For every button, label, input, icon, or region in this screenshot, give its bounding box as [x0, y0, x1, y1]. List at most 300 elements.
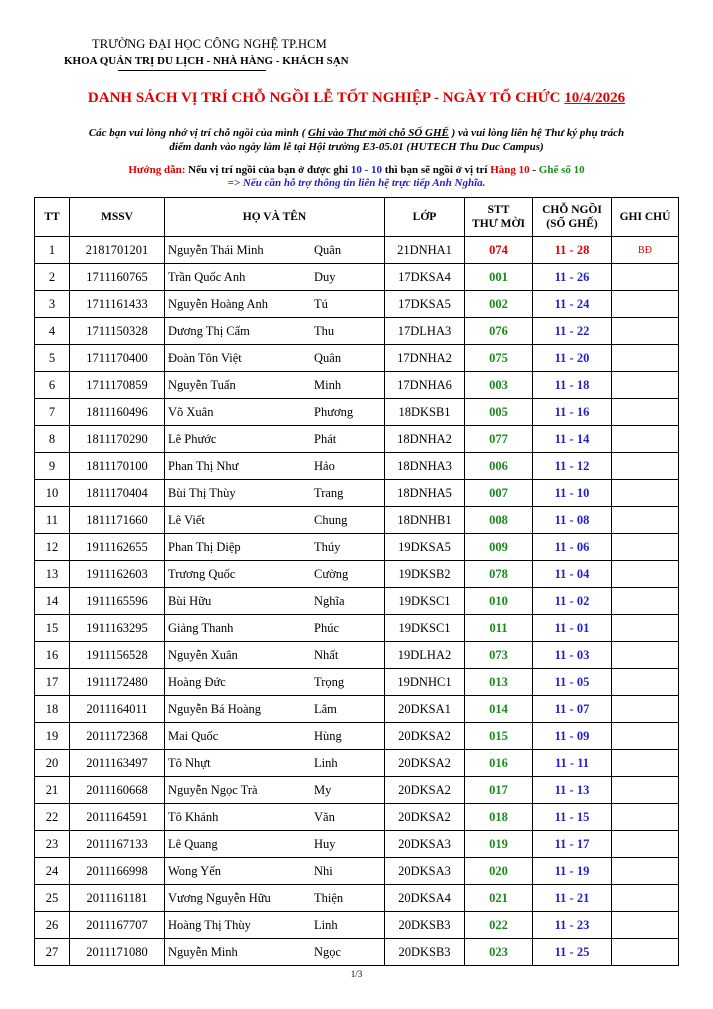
name-last: Thu — [314, 323, 335, 338]
cell-seat: 11 - 09 — [533, 723, 612, 750]
cell-name — [165, 372, 385, 399]
table-body — [35, 237, 679, 966]
table-row — [35, 237, 679, 264]
name-last: Huy — [314, 836, 336, 851]
table-row — [35, 372, 679, 399]
cell-seat: 11 - 08 — [533, 507, 612, 534]
cell-stt: 001 — [465, 264, 533, 291]
cell-stt: 015 — [465, 723, 533, 750]
cell-seat: 11 - 21 — [533, 885, 612, 912]
cell-tt: 7 — [35, 399, 70, 426]
name-last: Hùng — [314, 728, 342, 743]
name-last: Nghĩa — [314, 593, 345, 608]
cell-mssv: 1711170400 — [70, 345, 165, 372]
name-first: Hoàng Đức — [168, 674, 226, 689]
table-row — [35, 588, 679, 615]
cell-name — [165, 615, 385, 642]
name-last: Nhi — [314, 863, 333, 878]
name-first: Trần Quốc Anh — [168, 269, 246, 284]
table-row — [35, 561, 679, 588]
cell-seat: 11 - 13 — [533, 777, 612, 804]
cell-mssv: 1811170404 — [70, 480, 165, 507]
cell-class: 20DKSA2 — [385, 723, 465, 750]
cell-seat: 11 - 10 — [533, 480, 612, 507]
name-first: Lê Phước — [168, 431, 217, 446]
cell-mssv: 2011164591 — [70, 804, 165, 831]
cell-stt: 011 — [465, 615, 533, 642]
cell-tt: 22 — [35, 804, 70, 831]
cell-note — [612, 318, 679, 345]
name-first: Nguyễn Bá Hoàng — [168, 701, 262, 716]
cell-mssv: 2011172368 — [70, 723, 165, 750]
cell-seat: 11 - 19 — [533, 858, 612, 885]
name-first: Phan Thị Như — [168, 458, 239, 473]
table-header-row — [35, 198, 679, 237]
cell-mssv: 1911156528 — [70, 642, 165, 669]
cell-tt: 27 — [35, 939, 70, 966]
name-first: Võ Xuân — [168, 404, 214, 419]
guide-block — [0, 164, 713, 190]
cell-stt: 019 — [465, 831, 533, 858]
name-first: Nguyễn Hoàng Anh — [168, 296, 268, 311]
name-first: Hoàng Thị Thùy — [168, 917, 251, 932]
cell-stt: 005 — [465, 399, 533, 426]
note-part1: Các bạn vui lòng nhớ vị trí chỗ ngồi của mình ( — [88, 127, 309, 139]
cell-tt: 18 — [35, 696, 70, 723]
cell-mssv: 1811170100 — [70, 453, 165, 480]
cell-note: BĐ — [612, 237, 679, 264]
cell-seat: 11 - 05 — [533, 669, 612, 696]
cell-note — [612, 588, 679, 615]
name-first: Phan Thị Diệp — [168, 539, 241, 554]
cell-stt: 022 — [465, 912, 533, 939]
col-seat-line1: CHỖ NGỒI — [542, 204, 602, 216]
col-stt — [465, 198, 533, 237]
cell-stt: 007 — [465, 480, 533, 507]
cell-seat: 11 - 28 — [533, 237, 612, 264]
cell-class: 18DNHA2 — [385, 426, 465, 453]
cell-class: 18DNHA3 — [385, 453, 465, 480]
table-row — [35, 777, 679, 804]
cell-name — [165, 750, 385, 777]
header-divider — [118, 70, 266, 71]
cell-name — [165, 345, 385, 372]
name-last: Duy — [314, 269, 336, 284]
note-underlined: Ghi vào Thư mời chỗ SỐ GHẾ — [308, 127, 449, 139]
guide-value: 10 - 10 — [350, 164, 383, 176]
table-row — [35, 912, 679, 939]
name-last: Quân — [314, 242, 342, 257]
cell-note — [612, 480, 679, 507]
title-main: DANH SÁCH VỊ TRÍ CHỖ NGỒI LỄ TỐT NGHIỆP - NGÀY TỔ CHỨC — [87, 90, 565, 106]
cell-note — [612, 426, 679, 453]
cell-stt: 010 — [465, 588, 533, 615]
cell-note — [612, 399, 679, 426]
table-row — [35, 399, 679, 426]
cell-class: 17DNHA6 — [385, 372, 465, 399]
table-row — [35, 615, 679, 642]
name-last: Hảo — [314, 458, 335, 473]
cell-seat: 11 - 15 — [533, 804, 612, 831]
cell-class: 19DKSB2 — [385, 561, 465, 588]
cell-mssv: 1911165596 — [70, 588, 165, 615]
table-row — [35, 291, 679, 318]
university-name: TRƯỜNG ĐẠI HỌC CÔNG NGHỆ TP.HCM — [92, 37, 327, 51]
cell-name — [165, 777, 385, 804]
cell-stt: 006 — [465, 453, 533, 480]
name-last: Ngọc — [314, 944, 342, 959]
cell-class: 19DKSC1 — [385, 588, 465, 615]
name-last: Cường — [314, 566, 349, 581]
cell-stt: 018 — [465, 804, 533, 831]
cell-mssv: 2011167133 — [70, 831, 165, 858]
cell-mssv: 2011161181 — [70, 885, 165, 912]
cell-tt: 3 — [35, 291, 70, 318]
cell-tt: 26 — [35, 912, 70, 939]
cell-stt: 008 — [465, 507, 533, 534]
cell-mssv: 2011171080 — [70, 939, 165, 966]
cell-note — [612, 345, 679, 372]
cell-stt: 017 — [465, 777, 533, 804]
name-first: Nguyễn Minh — [168, 944, 238, 959]
cell-name — [165, 291, 385, 318]
cell-note — [612, 885, 679, 912]
guide-text2: thì bạn sẽ ngồi ở vị trí — [382, 164, 491, 176]
table-row — [35, 345, 679, 372]
cell-mssv: 1911162603 — [70, 561, 165, 588]
cell-mssv: 1811160496 — [70, 399, 165, 426]
name-first: Nguyễn Xuân — [168, 647, 238, 662]
note-part2: ) và vui lòng liên hệ Thư ký phụ trách — [448, 127, 625, 139]
col-seat-line2: (SỐ GHẾ) — [546, 218, 598, 230]
cell-seat: 11 - 25 — [533, 939, 612, 966]
cell-note — [612, 939, 679, 966]
cell-class: 20DKSA2 — [385, 804, 465, 831]
name-last: Trang — [314, 485, 344, 500]
table-row — [35, 723, 679, 750]
name-first: Dương Thị Cẩm — [168, 323, 250, 338]
cell-seat: 11 - 26 — [533, 264, 612, 291]
cell-name — [165, 507, 385, 534]
cell-note — [612, 642, 679, 669]
cell-name — [165, 723, 385, 750]
note-line2: điểm danh vào ngày làm lễ tại Hội trường E3-05.01 (HUTECH Thu Duc Campus) — [169, 141, 544, 153]
guide-dash: - — [529, 164, 539, 176]
cell-tt: 12 — [35, 534, 70, 561]
seating-table — [34, 197, 679, 966]
cell-mssv: 2011160668 — [70, 777, 165, 804]
name-last: Lâm — [314, 701, 337, 716]
cell-name — [165, 858, 385, 885]
cell-tt: 13 — [35, 561, 70, 588]
name-first: Bùi Hữu — [168, 593, 212, 608]
cell-name — [165, 588, 385, 615]
cell-class: 18DKSB1 — [385, 399, 465, 426]
cell-name — [165, 480, 385, 507]
cell-note — [612, 750, 679, 777]
name-last: Minh — [314, 377, 342, 392]
cell-note — [612, 858, 679, 885]
cell-class: 19DNHC1 — [385, 669, 465, 696]
guide-text1: Nếu vị trí ngồi của bạn ở được ghi — [185, 164, 351, 176]
guide-row: Hàng 10 — [490, 164, 530, 176]
cell-seat: 11 - 16 — [533, 399, 612, 426]
cell-mssv: 1811171660 — [70, 507, 165, 534]
name-first: Nguyễn Tuấn — [168, 377, 236, 392]
cell-seat: 11 - 02 — [533, 588, 612, 615]
col-class: LỚP — [385, 198, 465, 237]
cell-name — [165, 534, 385, 561]
cell-tt: 9 — [35, 453, 70, 480]
name-last: Trọng — [314, 674, 345, 689]
cell-tt: 24 — [35, 858, 70, 885]
cell-stt: 002 — [465, 291, 533, 318]
cell-note — [612, 804, 679, 831]
cell-name — [165, 237, 385, 264]
cell-stt: 075 — [465, 345, 533, 372]
instruction-note — [30, 126, 683, 154]
cell-mssv: 1911162655 — [70, 534, 165, 561]
cell-seat: 11 - 03 — [533, 642, 612, 669]
cell-stt: 016 — [465, 750, 533, 777]
cell-seat: 11 - 17 — [533, 831, 612, 858]
name-last: Văn — [314, 809, 335, 824]
cell-tt: 21 — [35, 777, 70, 804]
col-stt-line1: STT — [487, 204, 510, 216]
table-row — [35, 696, 679, 723]
cell-class: 17DKSA5 — [385, 291, 465, 318]
cell-mssv: 2011167707 — [70, 912, 165, 939]
name-last: Linh — [314, 917, 338, 932]
name-first: Bùi Thị Thùy — [168, 485, 236, 500]
cell-seat: 11 - 23 — [533, 912, 612, 939]
cell-class: 20DKSA4 — [385, 885, 465, 912]
cell-name — [165, 669, 385, 696]
cell-tt: 5 — [35, 345, 70, 372]
name-first: Mai Quốc — [168, 728, 219, 743]
cell-class: 19DKSA5 — [385, 534, 465, 561]
table-row — [35, 831, 679, 858]
name-last: Linh — [314, 755, 338, 770]
col-stt-line2: THƯ MỜI — [472, 218, 525, 230]
table-row — [35, 750, 679, 777]
cell-name — [165, 561, 385, 588]
name-first: Lê Viết — [168, 512, 205, 527]
cell-stt: 020 — [465, 858, 533, 885]
cell-name — [165, 912, 385, 939]
cell-mssv: 2181701201 — [70, 237, 165, 264]
table-row — [35, 885, 679, 912]
cell-mssv: 1711161433 — [70, 291, 165, 318]
cell-stt: 074 — [465, 237, 533, 264]
cell-tt: 1 — [35, 237, 70, 264]
cell-note — [612, 372, 679, 399]
cell-class: 18DNHA5 — [385, 480, 465, 507]
name-first: Giảng Thanh — [168, 620, 234, 635]
cell-seat: 11 - 14 — [533, 426, 612, 453]
cell-class: 20DKSA3 — [385, 831, 465, 858]
cell-class: 17DNHA2 — [385, 345, 465, 372]
name-last: Phúc — [314, 620, 339, 635]
cell-note — [612, 507, 679, 534]
cell-class: 20DKSA1 — [385, 696, 465, 723]
cell-tt: 23 — [35, 831, 70, 858]
page-title — [0, 90, 713, 107]
table-row — [35, 318, 679, 345]
cell-seat: 11 - 20 — [533, 345, 612, 372]
col-name: HỌ VÀ TÊN — [165, 198, 385, 237]
name-first: Tô Nhựt — [168, 755, 211, 770]
guide-seat: Ghế số 10 — [538, 164, 585, 176]
cell-note — [612, 723, 679, 750]
cell-class: 19DLHA2 — [385, 642, 465, 669]
name-last: Nhất — [314, 647, 339, 662]
table-row — [35, 858, 679, 885]
col-note: GHI CHÚ — [612, 198, 679, 237]
cell-name — [165, 426, 385, 453]
cell-seat: 11 - 12 — [533, 453, 612, 480]
cell-name — [165, 264, 385, 291]
name-first: Nguyễn Ngọc Trà — [168, 782, 258, 797]
table-row — [35, 669, 679, 696]
table-row — [35, 507, 679, 534]
cell-note — [612, 777, 679, 804]
cell-stt: 013 — [465, 669, 533, 696]
cell-seat: 11 - 18 — [533, 372, 612, 399]
cell-mssv: 2011164011 — [70, 696, 165, 723]
cell-stt: 078 — [465, 561, 533, 588]
name-last: My — [314, 782, 332, 797]
title-date: 10/4/2026 — [564, 90, 626, 106]
cell-tt: 2 — [35, 264, 70, 291]
cell-mssv: 1811170290 — [70, 426, 165, 453]
cell-mssv: 1711170859 — [70, 372, 165, 399]
cell-tt: 14 — [35, 588, 70, 615]
cell-stt: 073 — [465, 642, 533, 669]
cell-note — [612, 615, 679, 642]
cell-name — [165, 939, 385, 966]
guide-support: => Nếu cần hỗ trợ thông tin liên hệ trực tiếp Anh Nghĩa. — [227, 177, 486, 189]
guide-label: Hướng dẫn: — [128, 164, 186, 176]
cell-tt: 20 — [35, 750, 70, 777]
name-last: Quân — [314, 350, 342, 365]
cell-tt: 4 — [35, 318, 70, 345]
cell-tt: 11 — [35, 507, 70, 534]
cell-tt: 17 — [35, 669, 70, 696]
table-row — [35, 534, 679, 561]
cell-class: 20DKSA3 — [385, 858, 465, 885]
name-last: Thúy — [314, 539, 341, 554]
cell-mssv: 2011166998 — [70, 858, 165, 885]
cell-note — [612, 534, 679, 561]
cell-stt: 076 — [465, 318, 533, 345]
cell-class: 20DKSB3 — [385, 939, 465, 966]
table-row — [35, 642, 679, 669]
name-last: Chung — [314, 512, 348, 527]
cell-name — [165, 642, 385, 669]
cell-class: 21DNHA1 — [385, 237, 465, 264]
cell-name — [165, 399, 385, 426]
cell-seat: 11 - 04 — [533, 561, 612, 588]
cell-tt: 15 — [35, 615, 70, 642]
cell-note — [612, 696, 679, 723]
table-row — [35, 804, 679, 831]
cell-mssv: 1711160765 — [70, 264, 165, 291]
cell-tt: 16 — [35, 642, 70, 669]
cell-seat: 11 - 06 — [533, 534, 612, 561]
cell-name — [165, 453, 385, 480]
cell-stt: 023 — [465, 939, 533, 966]
name-first: Vương Nguyễn Hữu — [168, 890, 271, 905]
cell-seat: 11 - 01 — [533, 615, 612, 642]
cell-name — [165, 804, 385, 831]
cell-note — [612, 912, 679, 939]
cell-mssv: 1711150328 — [70, 318, 165, 345]
name-first: Nguyễn Thái Minh — [168, 242, 264, 257]
name-last: Phương — [314, 404, 354, 419]
cell-class: 20DKSB3 — [385, 912, 465, 939]
cell-note — [612, 264, 679, 291]
cell-note — [612, 669, 679, 696]
cell-note — [612, 291, 679, 318]
cell-tt: 19 — [35, 723, 70, 750]
name-first: Trương Quốc — [168, 566, 236, 581]
table-row — [35, 939, 679, 966]
cell-class: 18DNHB1 — [385, 507, 465, 534]
cell-seat: 11 - 24 — [533, 291, 612, 318]
cell-tt: 6 — [35, 372, 70, 399]
cell-stt: 009 — [465, 534, 533, 561]
name-last: Phát — [314, 431, 337, 446]
cell-stt: 014 — [465, 696, 533, 723]
cell-stt: 003 — [465, 372, 533, 399]
cell-mssv: 1911163295 — [70, 615, 165, 642]
cell-name — [165, 318, 385, 345]
cell-tt: 10 — [35, 480, 70, 507]
cell-stt: 021 — [465, 885, 533, 912]
cell-class: 17DLHA3 — [385, 318, 465, 345]
name-first: Đoàn Tôn Việt — [168, 350, 242, 365]
page-number: 1/3 — [350, 969, 363, 979]
col-seat — [533, 198, 612, 237]
col-mssv: MSSV — [70, 198, 165, 237]
name-last: Tú — [314, 296, 328, 311]
table-row — [35, 426, 679, 453]
cell-note — [612, 561, 679, 588]
name-last: Thiện — [314, 890, 344, 905]
table-row — [35, 453, 679, 480]
cell-name — [165, 831, 385, 858]
cell-seat: 11 - 07 — [533, 696, 612, 723]
cell-mssv: 1911172480 — [70, 669, 165, 696]
cell-stt: 077 — [465, 426, 533, 453]
col-tt: TT — [35, 198, 70, 237]
cell-name — [165, 696, 385, 723]
faculty-name: KHOA QUẢN TRỊ DU LỊCH - NHÀ HÀNG - KHÁCH SẠN — [64, 55, 349, 67]
cell-class: 19DKSC1 — [385, 615, 465, 642]
cell-seat: 11 - 22 — [533, 318, 612, 345]
cell-class: 20DKSA2 — [385, 777, 465, 804]
cell-class: 20DKSA2 — [385, 750, 465, 777]
cell-class: 17DKSA4 — [385, 264, 465, 291]
name-first: Wong Yến — [168, 863, 222, 878]
table-row — [35, 264, 679, 291]
cell-note — [612, 453, 679, 480]
table-row — [35, 480, 679, 507]
cell-note — [612, 831, 679, 858]
cell-name — [165, 885, 385, 912]
cell-mssv: 2011163497 — [70, 750, 165, 777]
